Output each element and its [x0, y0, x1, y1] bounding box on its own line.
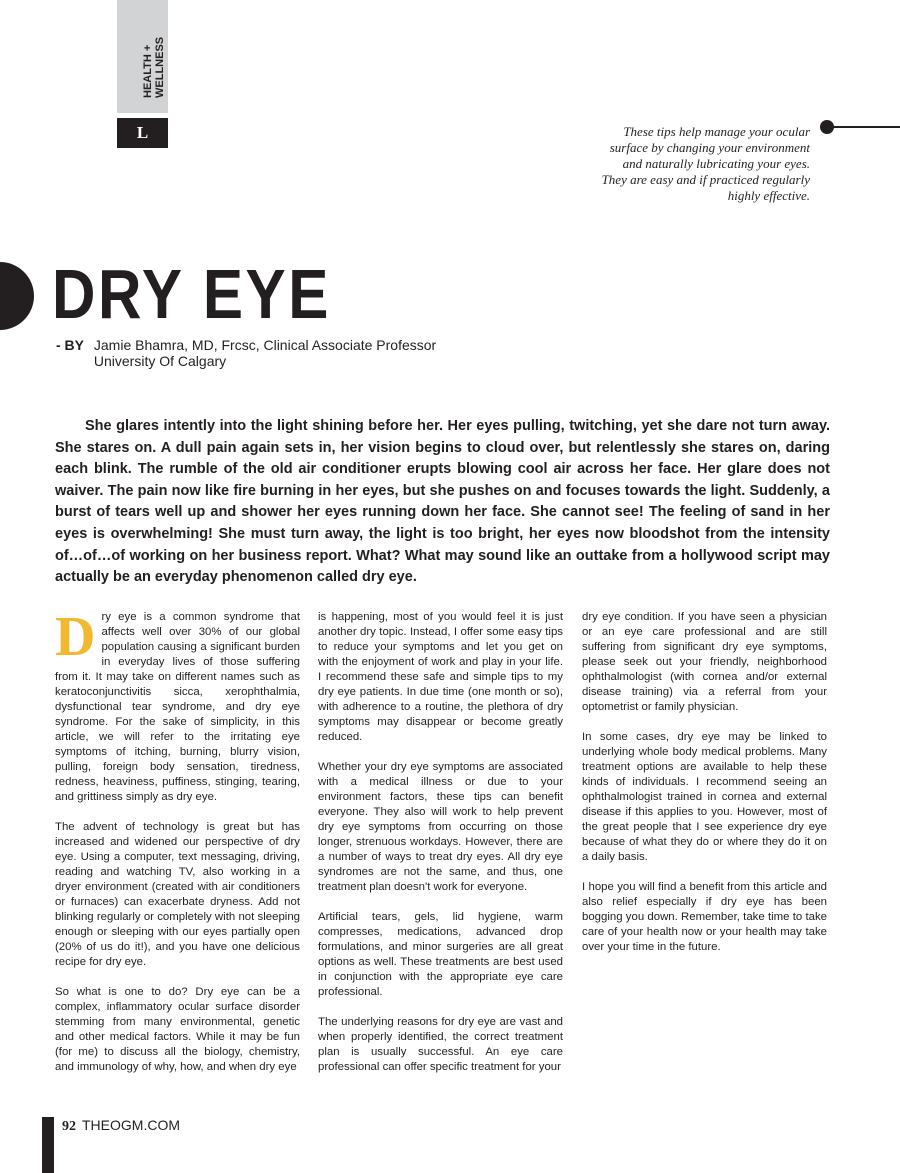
body-column-2 — [318, 610, 563, 1090]
body-paragraph-text: ry eye is a common syndrome that affects well over 30% of our global population causing a significant burden in everyday lives of those suffering from it. It may take on different names such as keratoconjunctivitis sicca, xerophthalmia, dysfunctional tear syndrome, and dry eye syndrome. For the sake of simplicity, in this article, we will refer to the irritating eye symptoms of itching, burning, blurry vision, pulling, foreign body sensation, tiredness, redness, heaviness, puffiness, stinging, tearing, and grittiness simply as dry eye. — [55, 611, 300, 803]
body-column-3 — [582, 610, 827, 970]
site-url[interactable]: THEOGM.COM — [82, 1117, 180, 1133]
body-paragraph: So what is one to do? Dry eye can be a complex, inflammatory ocular surface disorder stemming from many environmental, genetic and other medical factors. While it may be fun (for me) to discuss all the biology, chemistry, and immunology of why, how, and when dry eye — [55, 986, 300, 1073]
body-column-1 — [55, 606, 300, 1090]
body-paragraph — [55, 606, 300, 805]
intro-paragraph: She glares intently into the light shining before her. Her eyes pulling, twitching, yet she dare not turn away. She stares on. A dull pain again sets in, her vision begins to cloud over, but relentlessly she stares on, daring each blink. The rumble of the old air conditioner erupts blowing cool air across her face. Her glare does not waiver. The pain now like fire burning in her eyes, but she pushes on and focuses towards the light. Suddenly, a burst of tears well up and shower her eyes running down her face. She cannot see! The feeling of sand in her eyes is overwhelming! She must turn away, the light is too bright, her eyes now bloodshot from the intensity of…of…of working on her business report. What? What may sound like an outtake from a hollywood script may actually be an everyday phenomenon called dry eye. — [55, 418, 830, 586]
section-label — [142, 0, 166, 98]
drop-cap: D — [55, 606, 96, 668]
pullquote-rule — [830, 126, 900, 128]
author-line2: University Of Calgary — [93, 353, 227, 369]
body-paragraph: The advent of technology is great but has increased and widened our perspective of dry eye. Using a computer, text messaging, driving, reading and watching TV, also working in a dryer environment (created with air conditioners or furnaces) can exacerbate dryness. Add not blinking regularly or completely with not sleeping enough or sleeping with our eyes partially open (20% of us do it!), and you have one delicious recipe for dry eye. — [55, 821, 300, 968]
section-letter-box: L — [117, 118, 168, 148]
author-line1: Jamie Bhamra, MD, Frcsc, Clinical Associate Professor — [93, 337, 437, 353]
body-paragraph: Artificial tears, gels, lid hygiene, warm compresses, medications, advanced drop formulations, and minor surgeries are all great options as well. These treatments are best used in conjunction with the appropriate eye care professional. — [318, 911, 563, 998]
title-half-circle — [0, 262, 34, 330]
page-number: 92 — [62, 1119, 76, 1134]
section-label-line2: WELLNESS — [154, 36, 166, 98]
body-paragraph: The underlying reasons for dry eye are vast and when properly identified, the correct treatment plan is usually successful. An eye care professional can offer specific treatment for your — [318, 1016, 563, 1073]
pullquote: These tips help manage your ocular surface by changing your environment and naturally lubricating your eyes. They are easy and if practiced regularly highly effective. — [601, 124, 810, 203]
body-paragraph: is happening, most of you would feel it is just another dry topic. Instead, I offer some easy tips to reduce your symptoms and let you get on with the enjoyment of work and play in your life. I recommend these safe and simple tips to my dry eye patients. In due time (one month or so), with adherence to a routine, the plethora of dry symptoms may disappear or become greatly reduced. — [318, 611, 563, 743]
article-title: DRY EYE — [52, 255, 332, 333]
body-paragraph: Whether your dry eye symptoms are associated with a medical illness or due to your environment factors, these tips can benefit everyone. They also will work to help prevent dry eye symptoms from occurring on those longer, strenuous workdays. However, there are a number of ways to treat dry eyes. All dry eye syndromes are not the same, and thus, one treatment plan doesn't work for everyone. — [318, 761, 563, 893]
byline-prefix: - BY — [56, 337, 84, 353]
body-paragraph: dry eye condition. If you have seen a physician or an eye care professional and are still suffering from significant dry eye symptoms, please seek out your friendly, neighborhood ophthalmologist (with cornea and/or external disease training) via a referral from your optometrist or family physician. — [582, 611, 827, 713]
page-footer — [62, 1116, 180, 1136]
folio-bar — [42, 1117, 54, 1173]
author-name — [94, 337, 436, 369]
byline — [56, 337, 436, 369]
body-paragraph: I hope you will find a benefit from this article and also relief especially if dry eye has been bogging you down. Remember, take time to take care of your health now or your health may take over your time in the future. — [582, 881, 827, 953]
body-paragraph: In some cases, dry eye may be linked to underlying whole body medical problems. Many treatment options are available to help these kinds of individuals. I recommend seeing an ophthalmologist trained in cornea and external disease if this applies to you. However, most of the great people that I see experience dry eye because of what they do or where they do it on a daily basis. — [582, 731, 827, 863]
section-label-line1: HEALTH + — [142, 44, 154, 98]
